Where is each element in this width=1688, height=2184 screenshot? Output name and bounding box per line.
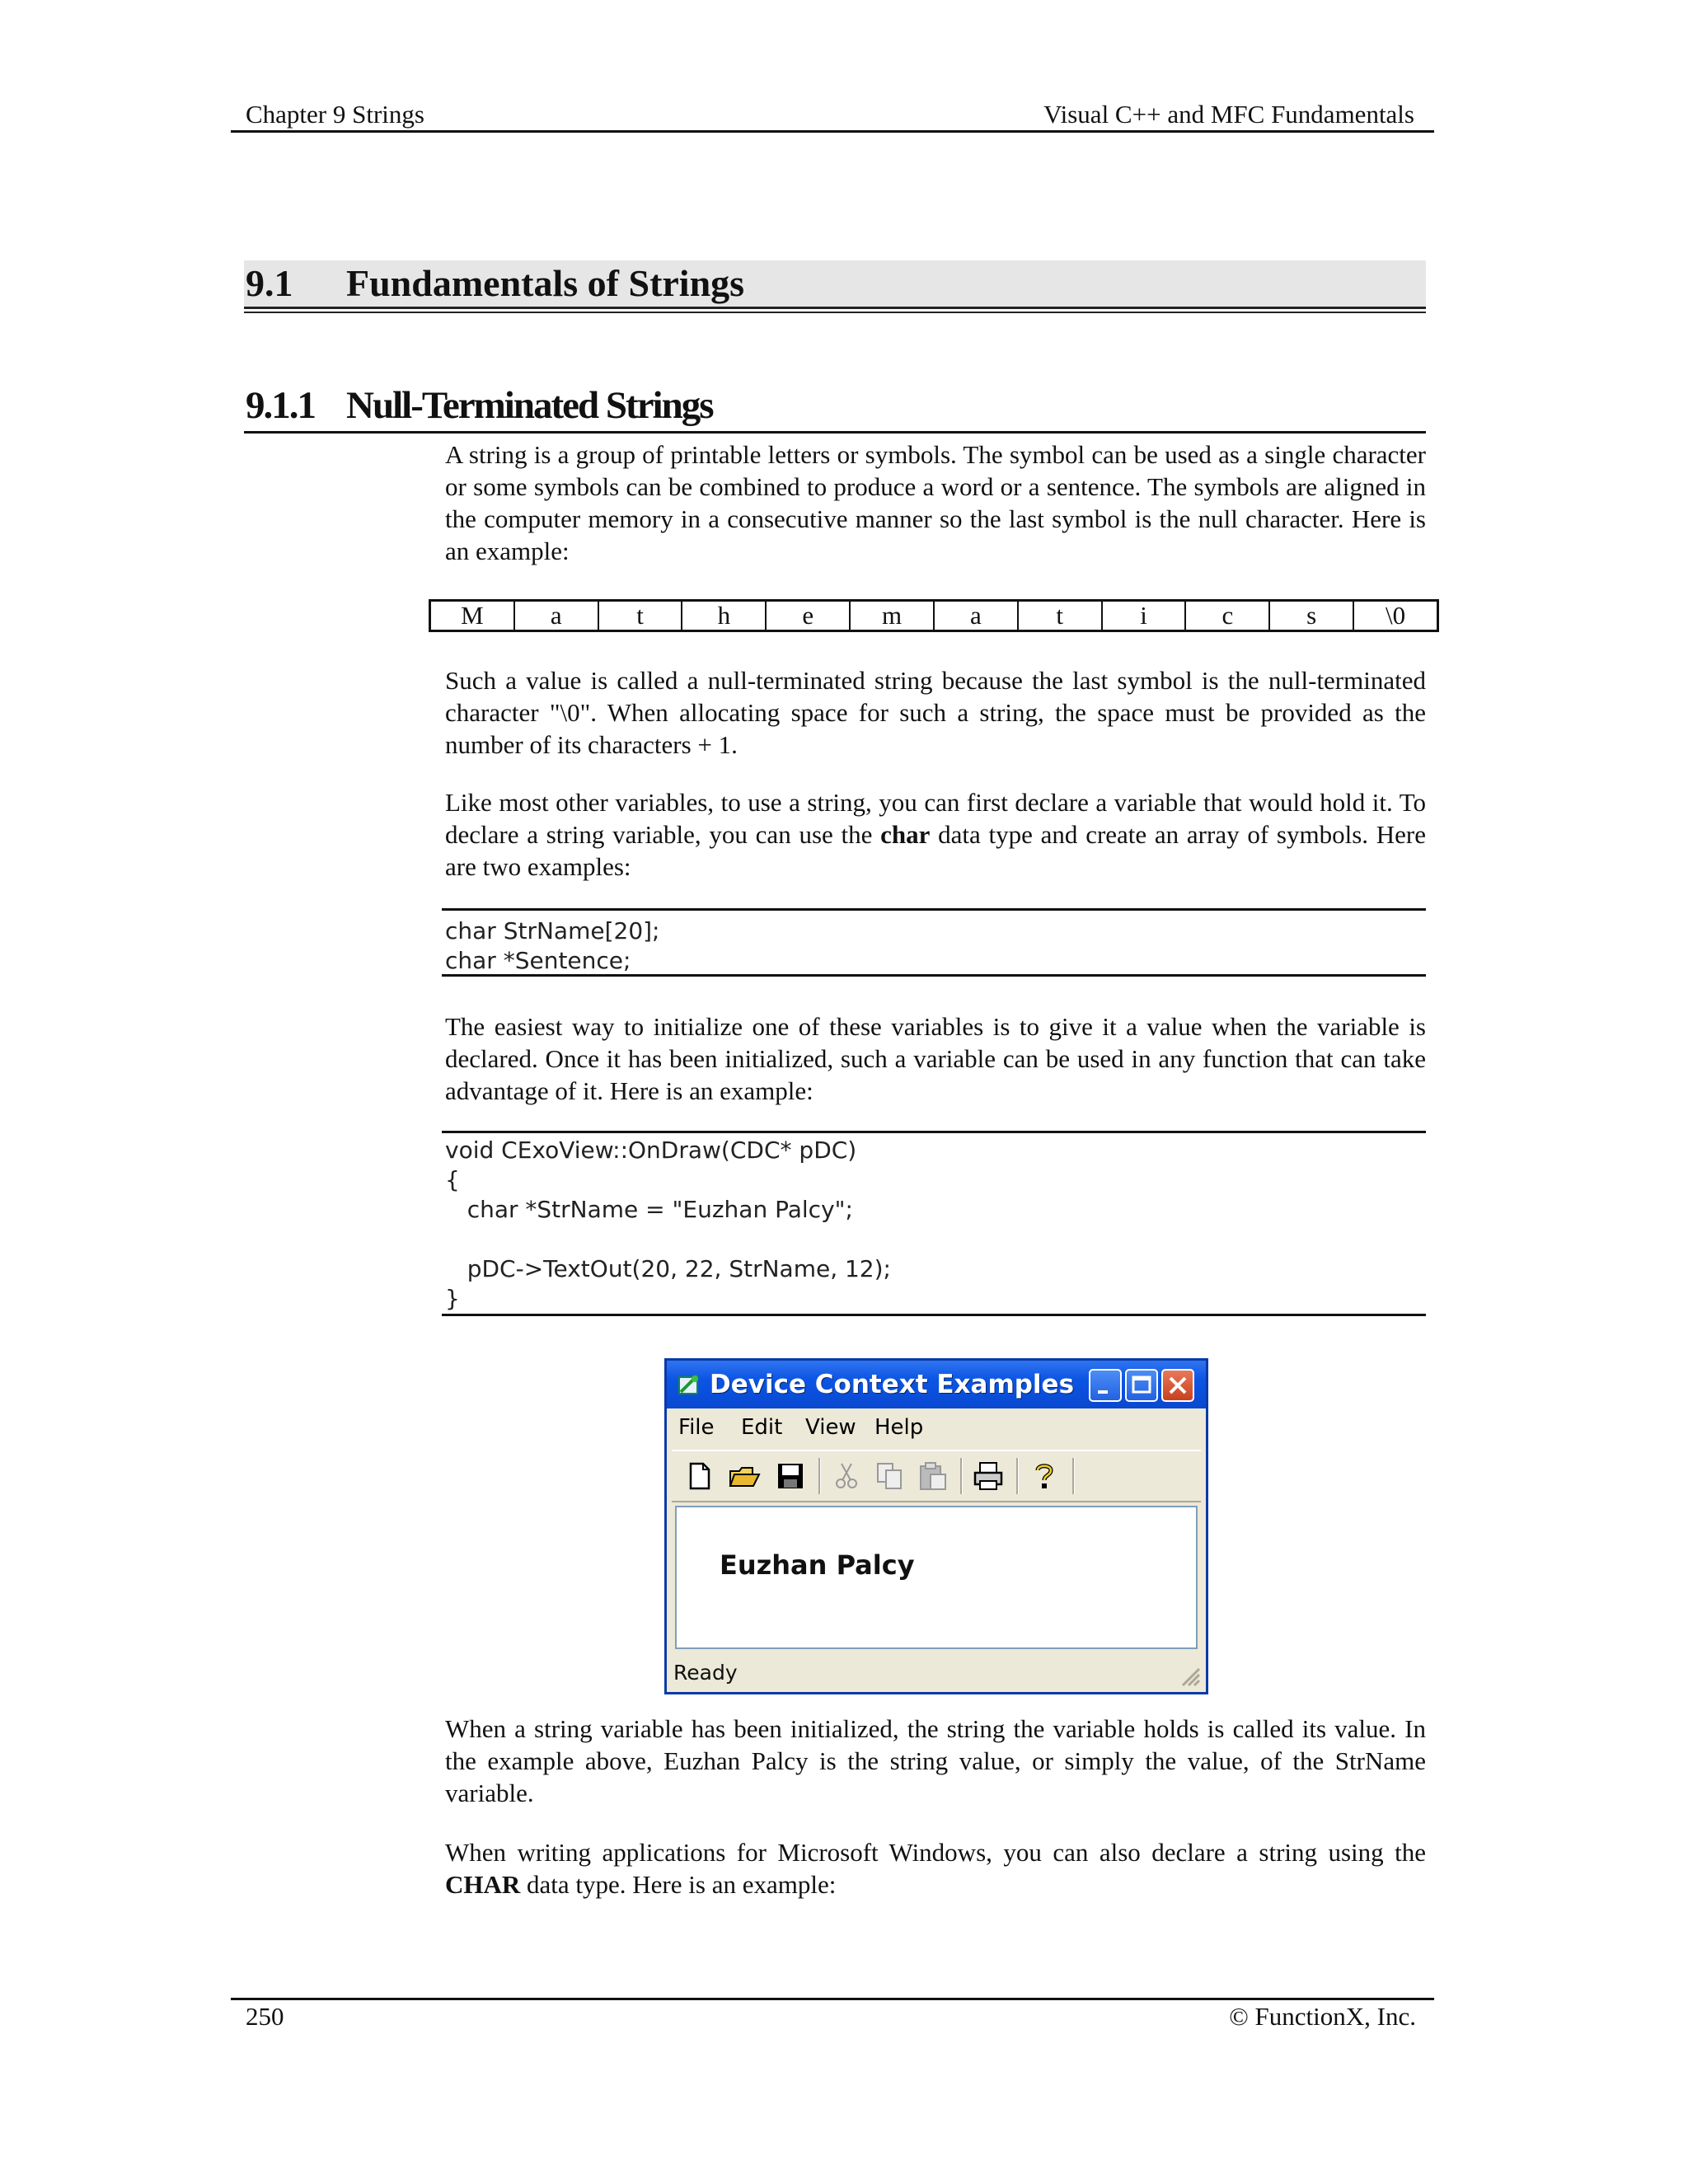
menu-bar [667,1408,1206,1446]
code-rule-bottom [442,974,1426,977]
cut-icon[interactable] [830,1460,863,1493]
subsection-title: Null-Terminated Strings [346,384,713,427]
new-icon[interactable] [683,1460,716,1493]
code-block-declarations: char StrName[20]; char *Sentence; [445,917,660,974]
char-keyword: char [880,820,931,849]
paragraph-3-text: Like most other variables, to use a string, you can first declare a variable that would hold it. To declare a string variable, you can use the [445,788,1426,849]
view-client-area[interactable] [675,1506,1198,1649]
print-icon[interactable] [972,1460,1005,1493]
paragraph-6-text-end: data type. Here is an example: [520,1870,837,1899]
paragraph-4: The easiest way to initialize one of these variables is to give it a value when the variable is declared. Once it has been initialized, such a variable can be used in any function that can take advantage of it. Here is an example: [445,1012,1426,1105]
window-title: Device Context Examples [710,1370,1075,1399]
close-icon [1163,1371,1193,1400]
char-type-keyword: CHAR [445,1870,521,1899]
section-title: Fundamentals of Strings [346,262,745,304]
close-button[interactable] [1161,1369,1194,1402]
maximize-button[interactable] [1125,1369,1158,1402]
subsection-number: 9.1.1 [246,384,315,427]
char-cell: m [851,602,935,630]
char-cell: M [431,602,515,630]
char-cell: a [515,602,599,630]
minimize-button[interactable] [1089,1369,1122,1402]
toolbar-separator [1016,1458,1019,1494]
paragraph-3 [445,786,1426,883]
char-cell: \0 [1385,601,1406,630]
paste-icon[interactable] [916,1460,949,1493]
footer-rule [231,1998,1434,2000]
char-cell: i [1103,602,1187,630]
toolbar-separator [960,1458,963,1494]
char-cell: t [599,602,683,630]
drawn-text: Euzhan Palcy [720,1549,915,1581]
open-icon[interactable] [728,1460,761,1493]
copy-icon[interactable] [873,1460,906,1493]
char-cell: t [1019,602,1103,630]
char-table [429,599,1439,632]
running-header-left: Chapter 9 Strings [246,100,424,129]
char-cell: a [935,602,1019,630]
toolbar-separator [1072,1458,1075,1494]
toolbar [672,1450,1201,1502]
code-rule-top [442,1131,1426,1133]
code-block-ondraw: void CExoView::OnDraw(CDC* pDC) { char *StrName = "Euzhan Palcy"; pDC->TextOut(20, 22, StrName, 12); } [445,1137,891,1312]
toolbar-separator [818,1458,821,1494]
menu-file[interactable]: File [678,1415,715,1440]
subsection-rule [244,431,1426,434]
paragraph-6-text: When writing applications for Microsoft Windows, you can also declare a string using the [445,1838,1426,1867]
copyright: © FunctionX, Inc. [1229,2002,1416,2031]
status-bar [667,1654,1206,1692]
char-cell: s [1270,602,1354,630]
paragraph-5: When a string variable has been initialized, the string the variable holds is called its value. In the example above, Euzhan Palcy is the string value, or simply the value, of the StrName variable. [445,1714,1426,1807]
menu-view[interactable]: View [805,1415,856,1440]
paragraph-2: Such a value is called a null-terminated string because the last symbol is the null-terminated character "\0". When allocating space for such a string, the space must be provided as the number of its characters + 1. [445,666,1426,759]
window-title-bar[interactable] [667,1361,1206,1408]
char-cell: c [1186,602,1270,630]
save-icon[interactable] [774,1460,807,1493]
code-rule-bottom [442,1314,1426,1316]
paragraph-6 [445,1836,1426,1900]
maximize-icon [1127,1371,1156,1400]
section-number: 9.1 [246,262,293,304]
app-icon [677,1372,701,1397]
status-text: Ready [673,1661,738,1685]
char-cell: e [767,602,851,630]
resize-grip-icon[interactable] [1178,1664,1201,1687]
menu-help[interactable]: Help [874,1415,924,1440]
page-number: 250 [246,2002,284,2031]
header-rule [231,130,1434,133]
running-header-right: Visual C++ and MFC Fundamentals [1043,100,1414,129]
char-cell: h [682,602,767,630]
device-context-window [664,1358,1208,1694]
paragraph-1: A string is a group of printable letters or symbols. The symbol can be used as a single character or some symbols can be combined to produce a word or a sentence. The symbols are aligned in the computer memory in a consecutive manner so the last symbol is the null character. Here is an example: [445,440,1426,565]
minimize-icon [1090,1371,1120,1400]
code-rule-top [442,908,1426,911]
help-icon[interactable] [1028,1460,1061,1493]
paragraph-3-text-end: data type and create an array of symbols. Here are two examples: [445,820,1426,881]
menu-edit[interactable]: Edit [741,1415,783,1440]
section-heading-rule [244,312,1426,313]
